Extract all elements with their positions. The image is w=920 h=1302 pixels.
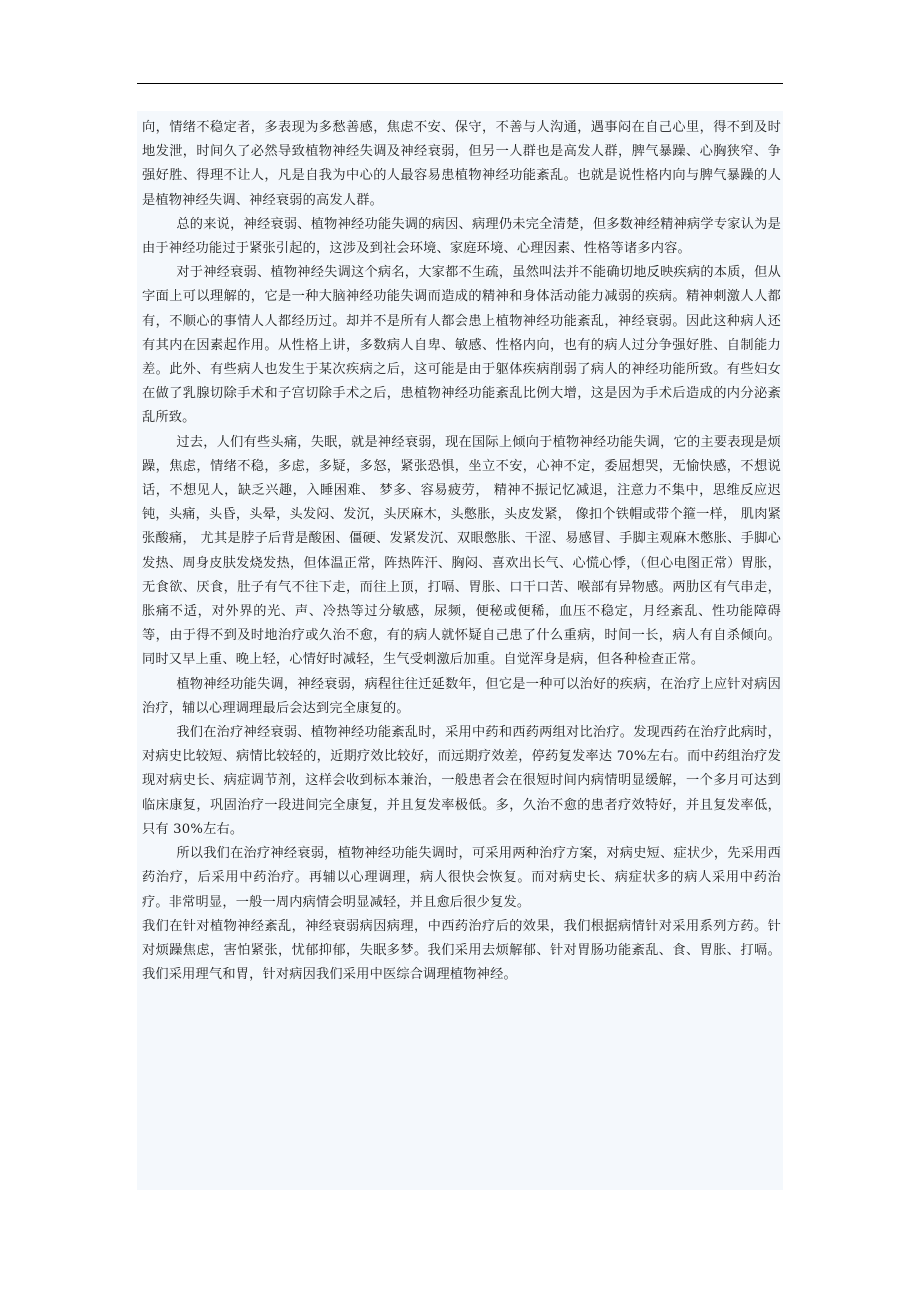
header-rule xyxy=(137,83,783,84)
paragraph-6: 我们在治疗神经衰弱、植物神经功能紊乱时，采用中药和西药两组对比治疗。发现西药在治疗此病时，对病史比较短、病情比较轻的，近期疗效比较好，而远期疗效差，停药复发率达 70%左右。而中药组治疗发现对病史长、病症调节剂，这样会收到标本兼治，一般患者会在很短时间内病情明显缓解，一个多月可达到临床康复，巩固治疗一段进间完全康复，并且复发率极低。多，久治不愈的患者疗效特好，并且复发率低，只有 30%左右。 xyxy=(142,725,781,837)
paragraph-1: 向，情绪不稳定者，多表现为多愁善感，焦虑不安、保守，不善与人沟通，遇事闷在自己心里，得不到及时地发泄，时间久了必然导致植物神经失调及神经衰弱，但另一人群也是高发人群，脾气暴躁、心胸狭窄、争强好胜、得理不让人，凡是自我为中心的人最容易患植物神经功能紊乱。也就是说性格内向与脾气暴躁的人是植物神经失调、神经衰弱的高发人群。 xyxy=(142,120,781,208)
paragraph-4: 过去，人们有些头痛，失眠，就是神经衰弱，现在国际上倾向于植物神经功能失调，它的主要表现是烦躁，焦虑，情绪不稳，多虑，多疑，多怒，紧张恐惧，坐立不安，心神不定，委屈想哭，无愉快感，不想说话，不想见人，缺乏兴趣，入睡困难、 梦多、容易疲劳， 精神不振记忆减退，注意力不集中，思维反应迟钝，头痛，头昏，头晕，头发闷、发沉，头厌麻木，头憋胀，头皮发紧， 像扣个铁帽或带个箍一样， 肌肉紧张酸痛， 尤其是脖子后背是酸困、僵硬、发紧发沉、双眼憋胀、干涩、易感冒、手脚主观麻木憋胀、手脚心发热、周身皮肤发烧发热，但体温正常，阵热阵汗、胸闷、喜欢出长气、心慌心悸，（但心电图正常）胃胀，无食欲、厌食，肚子有气不往下走，而往上顶，打嗝、胃胀、口干口苦、喉部有异物感。两肋区有气串走，胀痛不适，对外界的光、声、冷热等过分敏感，尿频，便秘或便稀，血压不稳定，月经紊乱、性功能障碍等，由于得不到及时地治疗或久治不愈，有的病人就怀疑自己患了什么重病，时间一长，病人有自杀倾向。同时又早上重、晚上轻，心情好时减轻，生气受刺激后加重。自觉浑身是病，但各种检查正常。 xyxy=(142,434,781,668)
paragraph-8: 我们在针对植物神经紊乱，神经衰弱病因病理，中西药治疗后的效果，我们根据病情针对采用系列方药。针对烦躁焦虑，害怕紧张，忧郁抑郁，失眠多梦。我们采用去烦解郁、针对胃肠功能紊乱、食、胃胀、打嗝。我们采用理气和胃，针对病因我们采用中医综合调理植物神经。 xyxy=(142,918,781,983)
paragraph-3: 对于神经衰弱、植物神经失调这个病名，大家都不生疏，虽然叫法并不能确切地反映疾病的本质，但从字面上可以理解的，它是一种大脑神经功能失调而造成的精神和身体活动能力减弱的疾病。精神刺激人人都有，不顺心的事情人人都经历过。却并不是所有人都会患上植物神经功能紊乱，神经衰弱。因此这种病人还有其内在因素起作用。从性格上讲，多数病人自卑、敏感、性格内向，也有的病人过分争强好胜、自制能力差。此外、有些病人也发生于某次疾病之后，这可能是由于躯体疾病削弱了病人的神经功能所致。有些妇女在做了乳腺切除手术和子宫切除手术之后，患植物神经功能紊乱比例大增，这是因为手术后造成的内分泌紊乱所致。 xyxy=(142,265,781,426)
paragraph-2: 总的来说，神经衰弱、植物神经功能失调的病因、病理仍未完全清楚，但多数神经精神病学专家认为是由于神经功能过于紧张引起的，这涉及到社会环境、家庭环境、心理因素、性格等诸多内容。 xyxy=(142,216,781,257)
document-body xyxy=(137,111,783,1190)
paragraph-7: 所以我们在治疗神经衰弱，植物神经功能失调时，可采用两种治疗方案，对病史短、症状少，先采用西药治疗，后采用中药治疗。再辅以心理调理，病人很快会恢复。而对病史长、病症状多的病人采用中药治疗。非常明显，一般一周内病情会明显减轻，并且愈后很少复发。 xyxy=(142,846,781,910)
paragraph-5: 植物神经功能失调，神经衰弱，病程往往迁延数年，但它是一种可以治好的疾病，在治疗上应针对病因治疗，辅以心理调理最后会达到完全康复的。 xyxy=(142,676,781,716)
